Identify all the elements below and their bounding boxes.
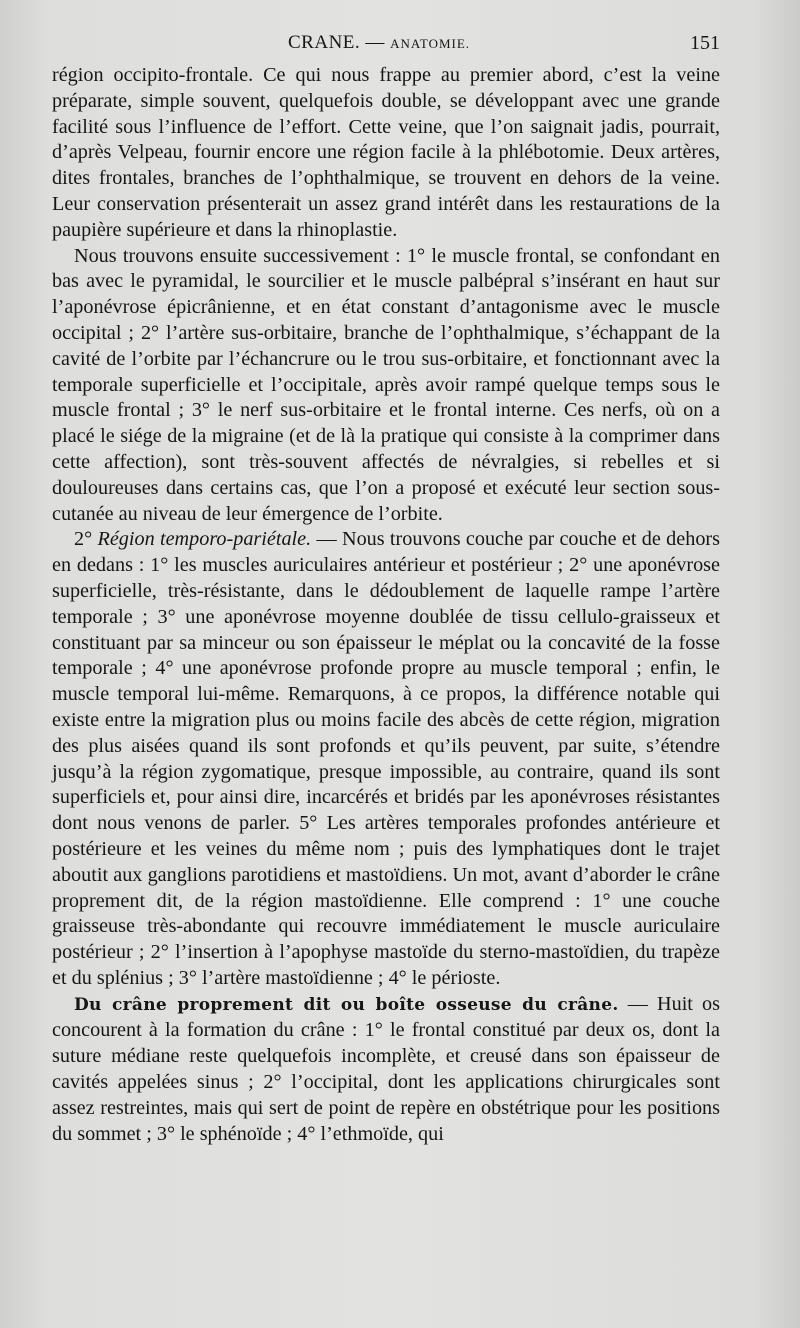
paragraph-4 — [52, 992, 720, 1148]
page-number: 151 — [690, 32, 720, 54]
paragraph-3 — [52, 527, 720, 991]
paragraph-1: région occipito-frontale. Ce qui nous frappe au premier abord, c’est la veine préparate, simple souvent, quelquefois double, se développant avec une grande facilité sous l’influence de l’effort. Cette veine, que l’on saignait jadis, pourrait, d’après Velpeau, fournir encore une région facile à la phlébotomie. Deux artères, dites frontales, branches de l’ophthalmique, se trouvent en dehors de la veine. Leur conservation présenterait un assez grand intérêt dans les restaurations de la paupière supérieure et dans la rhinoplastie. — [52, 64, 720, 241]
running-title — [288, 32, 470, 54]
paragraph-4-text: — Huit os concourent à la formation du crâne : 1° le frontal constitué par deux os, dont la suture médiane reste quelquefois incomplète, et creusé dans son épaisseur de cavités appelées sinus ; 2° l’occipital, dont les applications chirurgicales sont assez restreintes, mais qui sert de point de repère en obstétrique pour les positions du sommet ; 3° le sphénoïde ; 4° l’ethmoïde, qui — [52, 992, 721, 1145]
running-title-sub: ANATOMIE. — [390, 36, 471, 51]
running-header — [52, 30, 720, 60]
running-title-separator: — — [360, 32, 391, 53]
section-heading-crane: Du crâne proprement dit ou boîte osseuse du crâne. — [74, 994, 619, 1015]
body-text — [52, 63, 720, 1147]
paragraph-3-text: — Nous trouvons couche par couche et de dehors en dedans : 1° les muscles auriculaires antérieur et postérieur ; 2° une aponévrose superficielle, très-résistante, dans le dédoublement de laquelle rampe l’artère temporale ; 3° une aponévrose moyenne doublée de tissu cellulo-graisseux et constituant par sa minceur ou son épaisseur le méplat ou la concavité de la fosse temporale ; 4° une aponévrose profonde propre au muscle temporal ; enfin, le muscle temporal lui-même. Remarquons, à ce propos, la différence notable qui existe entre la migration plus ou moins facile des abcès de cette région, migration des plus aisées quand ils sont profonds et qu’ils peuvent, par suite, s’étendre jusqu’à la région zygomatique, presque impossible, au contraire, quand ils sont superficiels et, pour ainsi dire, incarcérés et bridés par les aponévroses résistantes dont nous venons de parler. 5° Les artères temporales profondes antérieure et postérieure et les veines du même nom ; puis des lymphatiques dont le trajet aboutit aux ganglions parotidiens et mastoïdiens. Un mot, avant d’aborder le crâne proprement dit, de la région mastoïdienne. Elle comprend : 1° une couche graisseuse très-abondante qui recouvre immédiatement le muscle auriculaire postérieur ; 2° l’insertion à l’apophyse mastoïde du sterno-mastoïdien, du trapèze et du splénius ; 3° l’artère mastoïdienne ; 4° le périoste. — [52, 528, 720, 989]
section-title-temporo-parietale: Région temporo-pariétale. — [97, 528, 312, 551]
running-title-main: CRANE. — [288, 32, 361, 53]
section-number: 2° — [74, 528, 98, 551]
paragraph-2: Nous trouvons ensuite successivement : 1° le muscle frontal, se confondant en bas avec le pyramidal, le sourcilier et le muscle palbépral s’insérant en haut sur l’aponévrose épicrânienne, et en état constant d’antagonisme avec le muscle occipital ; 2° l’artère sus-orbitaire, branche de l’ophthalmique, s’échappant de la cavité de l’orbite par l’échancrure ou le trou sus-orbitaire, et fonctionnant avec la temporale superficielle et l’occipitale, après avoir rampé quelque temps sous le muscle frontal ; 3° le nerf sus-orbitaire et le frontal interne. Ces nerfs, où on a placé le siége de la migraine (et de là la pratique qui consiste à la comprimer dans cette affection), sont très-souvent affectés de névralgies, si rebelles et si douloureuses dans certains cas, que l’on a proposé et exécuté leur section sous-cutanée au niveau de leur émergence de l’orbite. — [52, 244, 720, 525]
